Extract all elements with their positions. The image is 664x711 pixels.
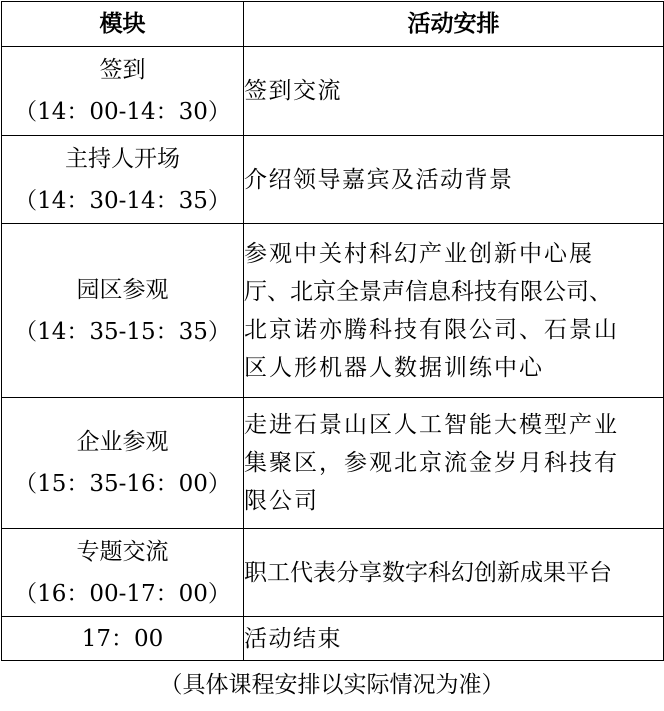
module-name: 主持人开场 bbox=[65, 145, 180, 172]
activity-line: 集聚区，参观北京流金岁月科技有 bbox=[244, 450, 619, 476]
module-name: 签到 bbox=[99, 57, 146, 83]
module-cell bbox=[2, 136, 244, 224]
module-name: 专题交流 bbox=[76, 538, 169, 565]
module-cell bbox=[2, 47, 244, 136]
activity-line: 区人形机器人数据训练中心 bbox=[244, 354, 544, 381]
activity-cell bbox=[244, 47, 664, 136]
module-time: （16：00-17：00） bbox=[14, 580, 231, 607]
schedule-table bbox=[1, 1, 664, 661]
activity-cell bbox=[244, 136, 664, 224]
table-row bbox=[2, 529, 664, 617]
activity-line: 介绍领导嘉宾及活动背景 bbox=[244, 166, 514, 193]
table-row bbox=[2, 136, 664, 224]
module-cell bbox=[2, 224, 244, 398]
module-time: （14：00-14：30） bbox=[14, 99, 231, 125]
activity-line: 走进石景山区人工智能大模型产业 bbox=[244, 412, 619, 438]
module-name: 企业参观 bbox=[76, 429, 169, 455]
activity-line: 参观中关村科幻产业创新中心展 bbox=[244, 240, 594, 267]
activity-cell bbox=[244, 617, 664, 661]
module-cell bbox=[2, 529, 244, 617]
activity-cell bbox=[244, 398, 664, 529]
activity-line: 厅、北京全景声信息科技有限公司、 bbox=[244, 278, 612, 305]
activity-line: 活动结束 bbox=[244, 625, 342, 652]
table-row bbox=[2, 617, 664, 661]
activity-line: 限公司 bbox=[244, 488, 319, 514]
activity-cell bbox=[244, 529, 664, 617]
module-name: 17：00 bbox=[81, 625, 164, 652]
activity-line: 北京诺亦腾科技有限公司、石景山 bbox=[244, 316, 619, 343]
header-module: 模块 bbox=[2, 2, 244, 47]
module-time: （14：35-15：35） bbox=[14, 318, 231, 345]
module-time: （14：30-14：35） bbox=[14, 187, 231, 214]
table-row bbox=[2, 224, 664, 398]
activity-line: 职工代表分享数字科幻创新成果平台 bbox=[244, 559, 612, 586]
module-cell bbox=[2, 398, 244, 529]
table-row bbox=[2, 398, 664, 529]
header-activity: 活动安排 bbox=[244, 2, 664, 47]
module-time: （15：35-16：00） bbox=[14, 471, 231, 497]
module-cell bbox=[2, 617, 244, 661]
table-row bbox=[2, 47, 664, 136]
activity-line: 签到交流 bbox=[244, 78, 342, 104]
activity-cell bbox=[244, 224, 664, 398]
schedule-note: （具体课程安排以实际情况为准） bbox=[159, 672, 505, 698]
module-name: 园区参观 bbox=[76, 276, 169, 303]
header-row bbox=[2, 2, 664, 47]
